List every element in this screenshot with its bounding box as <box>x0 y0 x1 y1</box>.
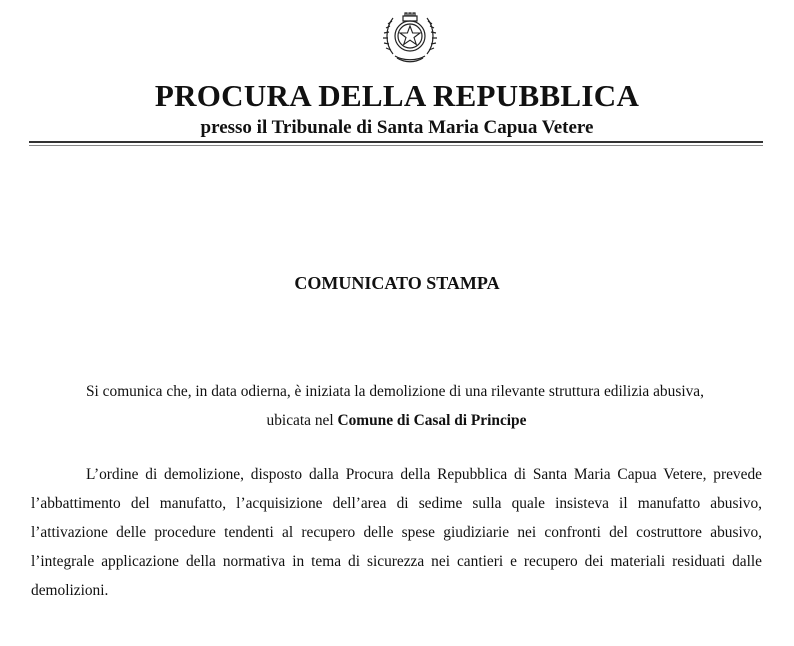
location-name: Comune di Casal di Principe <box>337 412 527 429</box>
paragraph-demolition-order: L’ordine di demolizione, disposto dalla Procura della Repubblica di Santa Maria Capua Vetere, prevede l’abbattimento del manufatto, l’acquisizione dell’area di sedime sulla quale insisteva il manufatto abusivo, l’attivazione delle procedure tendenti al recupero delle spese giudiziarie nei confronti del costruttore abusivo, l’integrale applicazione della normativa in tema di sicurezza nei cantieri e recupero dei materiali residuati dalle demolizioni. <box>31 466 762 599</box>
header-divider <box>29 141 763 143</box>
page-title: PROCURA DELLA REPUBBLICA <box>154 78 640 113</box>
location-prefix: ubicata nel <box>266 412 338 429</box>
document-heading: COMUNICATO STAMPA <box>294 273 500 293</box>
paragraph-announcement-line1: Si comunica che, in data odierna, è iniziata la demolizione di una rilevante struttura edilizia abusiva, <box>86 383 704 400</box>
paragraph-announcement <box>31 377 762 435</box>
header-divider-thin <box>29 145 763 146</box>
italian-republic-emblem-icon <box>381 6 439 64</box>
paragraph-announcement-line2 <box>31 406 762 435</box>
page-subtitle: presso il Tribunale di Santa Maria Capua Vetere <box>200 117 594 138</box>
